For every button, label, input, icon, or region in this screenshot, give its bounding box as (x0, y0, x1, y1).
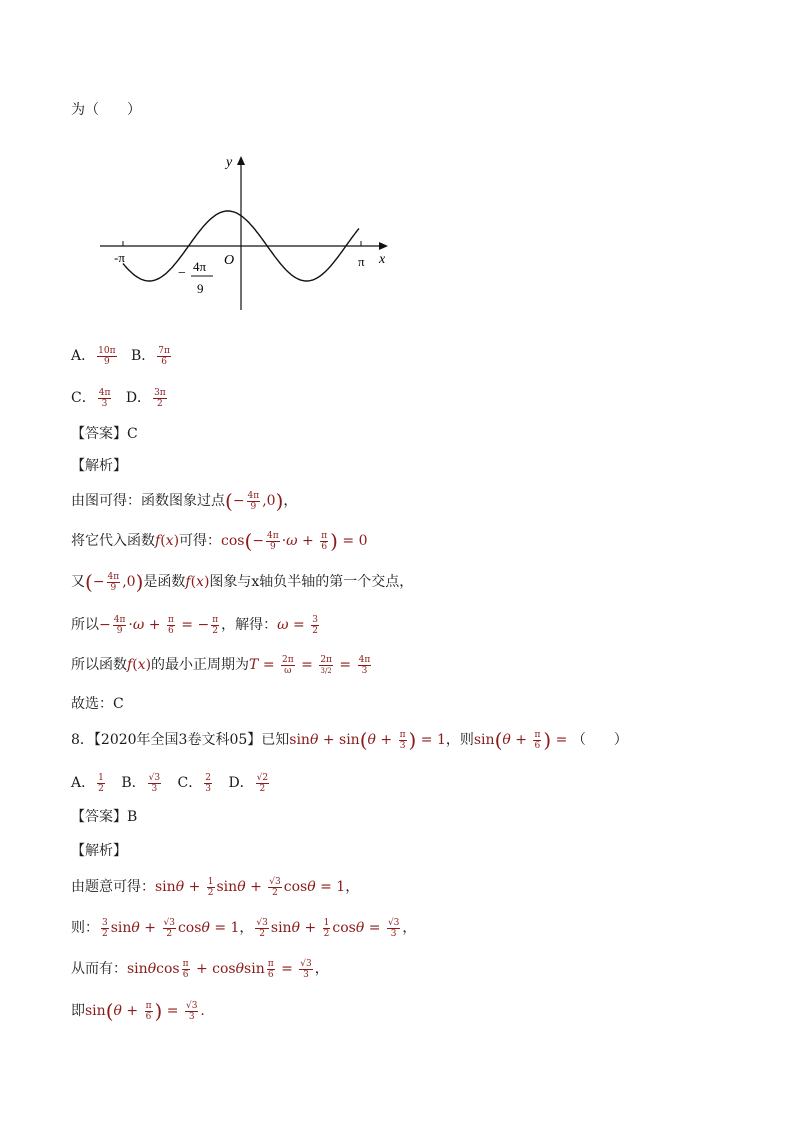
q7-step-3: 又(− $\frac{4\pi}{9}$ ,0)是函数f(x)图象与x轴负半轴的第一个交点， (71, 570, 414, 594)
option-d-fraction: $\frac{3\pi}{2}$ (154, 387, 166, 409)
sine-graph (96, 150, 396, 320)
q8-answer: 【答案】B (71, 809, 138, 825)
q8-step-1: 由题意可得：sinθ + $\frac{1}{2}$ sinθ + $\frac{√3}{2}$ cosθ = 1， (71, 876, 360, 898)
q8-option-b: B． (121, 775, 146, 791)
option-a-label: A． (71, 348, 96, 364)
q7-options-cd (71, 387, 169, 409)
option-b-fraction: $\frac{7\pi}{6}$ (158, 345, 170, 367)
q8-step-2: 则： $\frac{3}{2}$ sinθ + $\frac{√3}{2}$ cosθ = 1， $\frac{√3}{2}$ sinθ + $\frac{1}{2}$ cosθ = $\frac{√3}{3}$ ， (71, 917, 417, 939)
q8-head: 8．【2020年全国3卷文科05】已知 (71, 732, 290, 748)
pi-label: π (358, 254, 365, 269)
zero-minus: − (178, 266, 186, 281)
q7-step-2: 将它代入函数f(x)可得：cos(− $\frac{4\pi}{9}$ ·ω + $\frac{\pi}{6}$ ) = 0 (71, 529, 368, 553)
q8-step-4-text: 即 (71, 1003, 85, 1019)
step-4b-text: ，解得： (221, 617, 278, 633)
q8-mid: ，则 (445, 732, 474, 748)
q8-step-3: 从而有：sinθcos $\frac{\pi}{6}$ + cosθsin $\frac{\pi}{6}$ = $\frac{√3}{3}$ ， (71, 958, 329, 980)
zero-numerator: 4π (193, 259, 207, 274)
q7-analysis-heading: 【解析】 (71, 458, 127, 474)
q8-step-4: 即sin(θ + $\frac{\pi}{6}$ ) = $\frac{√3}{3}$ . (71, 999, 205, 1023)
q8-step-2-text: 则： (71, 920, 99, 936)
step-4a-text: 所以 (71, 617, 99, 633)
x-axis-label: x (379, 252, 386, 267)
q8-analysis-heading: 【解析】 (71, 843, 127, 859)
step-5b-text: 的最小正周期为 (151, 657, 250, 673)
question-tail: 为（ ） (71, 102, 141, 118)
q8-tail: （ ） (571, 732, 628, 748)
q7-step-5: 所以函数f(x)的最小正周期为T = $\frac{2\pi}{\omega}$ = $\frac{2\pi}{3/2}$ = $\frac{4\pi}{3}$ (71, 654, 371, 676)
option-c-fraction: $\frac{4\pi}{3}$ (98, 387, 111, 409)
q8-step-3-text: 从而有： (71, 961, 127, 977)
step-3c-text: 图象与x轴负半轴的第一个交点， (209, 574, 414, 590)
step-2b-text: 可得： (179, 533, 222, 549)
q7-choose: 故选：C (71, 696, 124, 712)
q8-option-d: D． (228, 775, 254, 791)
step-1-text: 由图可得：函数图象过点 (71, 493, 225, 509)
neg-pi-label: -π (114, 250, 125, 265)
q7-answer: 【答案】C (71, 426, 138, 442)
y-axis-label: y (226, 155, 233, 170)
option-c-label: C． (71, 390, 96, 406)
q7-options-ab (71, 345, 173, 367)
option-a-fraction: $\frac{10\pi}{9}$ (98, 345, 116, 367)
q8-step-1-text: 由题意可得： (71, 879, 155, 895)
step-2a-text: 将它代入函数 (71, 533, 155, 549)
origin-label: O (224, 253, 235, 268)
step-3b-text: 是函数 (143, 574, 186, 590)
option-b-label: B． (130, 348, 156, 364)
step-3a-text: 又 (71, 574, 85, 590)
q7-step-1: 由图可得：函数图象过点(− $\frac{4\pi}{9}$ ,0)， (71, 489, 298, 513)
zero-denominator: 9 (197, 281, 204, 296)
q8-options: A． $\frac{1}{2}$ B． $\frac{√3}{3}$ C． $\frac{2}{3}$ D． $\frac{√2}{2}$ (71, 772, 269, 794)
q8-question: 8．【2020年全国3卷文科05】已知sinθ + sin(θ + $\frac{\pi}{3}$ ) = 1，则sin(θ + $\frac{\pi}{6}$ ) = （ ） (71, 728, 628, 752)
option-d-label: D． (125, 390, 152, 406)
step-5a-text: 所以函数 (71, 657, 127, 673)
q7-step-4: 所以− $\frac{4\pi}{9}$ ·ω + $\frac{\pi}{6}$ = − $\frac{\pi}{2}$ ，解得：ω = $\frac{3}{2}$ (71, 614, 318, 636)
q8-option-a: A． (71, 775, 96, 791)
q8-option-c: C． (177, 775, 203, 791)
